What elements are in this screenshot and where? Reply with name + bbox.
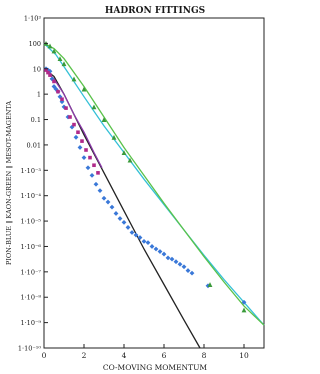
data-point-series-1 — [170, 257, 175, 262]
y-tick-label: 1·10⁻⁸ — [20, 293, 41, 302]
data-point-series-1 — [118, 216, 123, 221]
data-point-series-3 — [48, 73, 52, 77]
y-axis — [18, 15, 48, 353]
data-point-series-3 — [52, 80, 56, 84]
data-point-series-3 — [56, 90, 60, 94]
x-tick-label: 10 — [239, 351, 249, 360]
y-tick-label: 10 — [32, 65, 41, 74]
data-point-series-3 — [68, 115, 72, 119]
data-point-series-1 — [110, 205, 115, 210]
data-point-series-1 — [162, 252, 167, 257]
data-point-series-3 — [76, 130, 80, 134]
y-tick-label: 1·10⁻¹⁰ — [17, 344, 41, 353]
x-tick-label: 2 — [81, 351, 87, 360]
data-point-series-3 — [72, 123, 76, 127]
fit-curve-3 — [44, 69, 200, 348]
data-point-series-1 — [182, 264, 187, 269]
data-point-series-1 — [102, 196, 107, 201]
data-point-series-1 — [126, 225, 131, 230]
x-tick-label: 4 — [121, 351, 127, 360]
plot-frame — [44, 18, 264, 348]
data-point-series-1 — [150, 244, 155, 249]
data-point-series-1 — [98, 188, 103, 193]
data-point-series-3 — [64, 106, 68, 110]
x-axis — [42, 344, 249, 360]
y-tick-label: 0.1 — [30, 116, 41, 125]
data-point-series-1 — [122, 220, 127, 225]
y-tick-label: 1·10⁻⁶ — [20, 242, 41, 251]
data-point-series-1 — [158, 249, 163, 254]
data-point-series-1 — [74, 135, 79, 140]
data-point-series-1 — [114, 211, 119, 216]
x-tick-label: 6 — [161, 351, 167, 360]
data-point-series-3 — [92, 163, 96, 167]
data-point-series-1 — [94, 182, 99, 187]
y-tick-label: 1·10⁻⁹ — [20, 319, 41, 328]
y-tick-label: 100 — [28, 39, 41, 48]
y-tick-label: 1·10³ — [23, 14, 41, 23]
data-point-series-1 — [174, 259, 179, 264]
data-point-series-1 — [78, 145, 83, 150]
y-axis-label: PION-BLUE ‖ KAON-GREEN ‖ MESOT-MAGENTA — [5, 100, 13, 266]
data-point-series-1 — [106, 200, 111, 205]
x-tick-label: 8 — [201, 351, 207, 360]
data-point-series-1 — [130, 230, 135, 235]
data-point-series-1 — [90, 173, 95, 178]
y-tick-label: 1 — [36, 90, 41, 99]
data-point-series-1 — [178, 262, 183, 267]
data-point-series-3 — [84, 148, 88, 152]
data-point-series-1 — [82, 155, 87, 160]
x-tick-label: 0 — [41, 351, 47, 360]
y-tick-label: 1·10⁻³ — [20, 166, 41, 175]
data-point-series-3 — [88, 156, 92, 160]
data-point-series-1 — [190, 271, 195, 276]
fit-curve-1 — [44, 43, 264, 325]
fit-curves — [44, 43, 264, 348]
data-point-series-1 — [186, 268, 191, 273]
chart-title: HADRON FITTINGS — [104, 6, 206, 16]
data-point-series-1 — [146, 240, 151, 245]
y-tick-label: 1·10⁻⁷ — [20, 268, 41, 277]
data-point-series-1 — [166, 255, 171, 260]
y-tick-label: 1·10⁻⁴ — [20, 192, 41, 201]
y-tick-label: 0.01 — [26, 141, 41, 150]
data-point-series-3 — [60, 97, 64, 101]
data-point-series-1 — [154, 247, 159, 252]
data-point-series-3 — [96, 171, 100, 175]
y-tick-label: 1·10⁻⁵ — [20, 217, 41, 226]
data-point-series-1 — [86, 165, 91, 170]
data-point-series-1 — [142, 239, 147, 244]
x-axis-label: CO-MOVING MOMENTUM — [102, 363, 208, 372]
data-point-series-3 — [80, 139, 84, 143]
